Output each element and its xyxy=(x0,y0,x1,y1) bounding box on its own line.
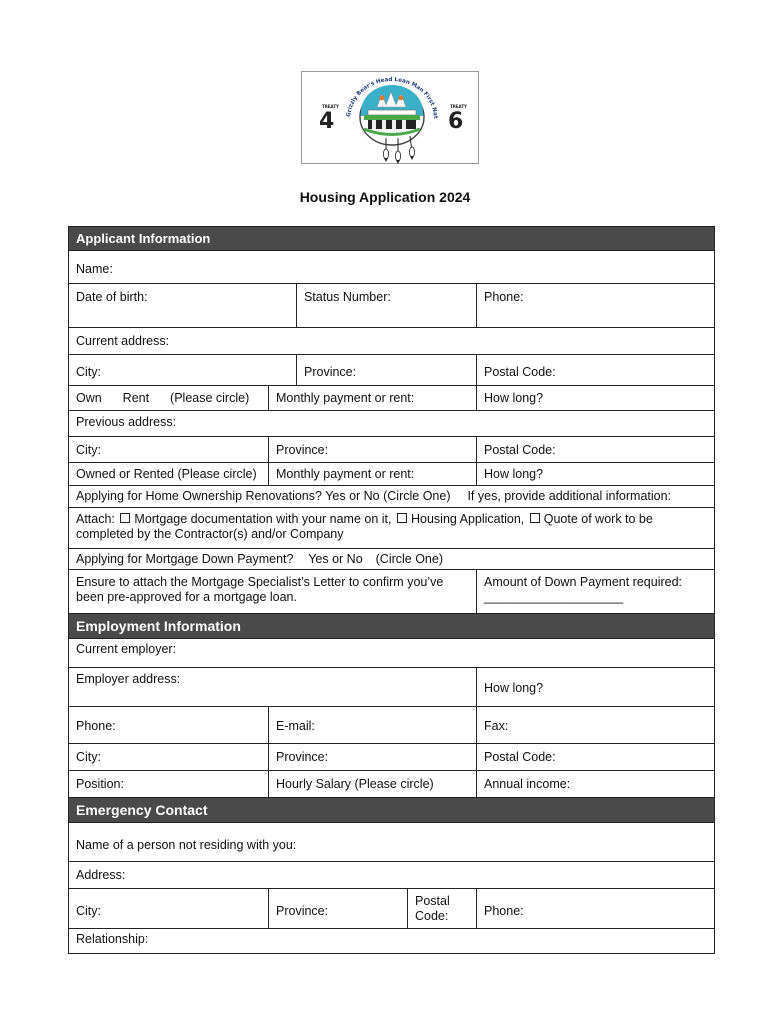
ensure-line-2: been pre-approved for a mortgage loan. xyxy=(76,590,297,604)
own-rent-row xyxy=(68,385,715,411)
employer-city-row xyxy=(68,743,715,771)
city-field[interactable]: City: xyxy=(76,365,101,379)
attach-label: Attach: xyxy=(76,512,115,526)
relationship-row xyxy=(68,928,715,954)
rent-option[interactable]: Rent xyxy=(122,391,150,405)
emergency-address-field[interactable]: Address: xyxy=(76,868,126,882)
owned-rented-row xyxy=(68,462,715,486)
renovations-question[interactable] xyxy=(69,486,716,507)
logo xyxy=(301,71,479,164)
mortgage-letter-note xyxy=(69,570,476,613)
position-field[interactable]: Position: xyxy=(76,777,124,791)
down-payment-row xyxy=(68,548,715,570)
ensure-line-1: Ensure to attach the Mortgage Specialist’s Letter to confirm you’ve xyxy=(76,575,444,589)
treaty-left-label: TREATY xyxy=(322,104,339,109)
applicant-section-header xyxy=(68,226,715,251)
dob-field[interactable]: Date of birth: xyxy=(76,290,148,304)
down-payment-circle-label: (Circle One) xyxy=(375,552,443,566)
employer-email-field[interactable]: E-mail: xyxy=(268,707,476,743)
housing-app-label: Housing Application, xyxy=(410,512,525,526)
emergency-city-field[interactable]: City: xyxy=(76,904,101,918)
quote-label-cont: completed by the Contractor(s) and/or Company xyxy=(76,527,344,541)
dob-row xyxy=(68,283,715,328)
down-payment-question[interactable] xyxy=(69,549,716,569)
emergency-address-row xyxy=(68,861,715,889)
prev-city-field[interactable]: City: xyxy=(76,443,101,457)
current-address-row xyxy=(68,327,715,355)
mortgage-letter-row xyxy=(68,569,715,614)
treaty-left-number: 4 xyxy=(319,109,335,134)
emergency-header-label: Emergency Contact xyxy=(76,802,208,818)
employer-province-field[interactable]: Province: xyxy=(268,744,476,770)
logo-arc-text: Grizzly Bear's Head Lean Man First Nat xyxy=(346,76,439,119)
employer-address-row xyxy=(68,667,715,707)
employer-phone-field[interactable]: Phone: xyxy=(76,719,116,733)
employer-postal-code-field[interactable]: Postal Code: xyxy=(476,744,716,770)
treaty-right-number: 6 xyxy=(448,109,464,134)
phone-field[interactable]: Phone: xyxy=(476,284,716,327)
renovations-info-label: If yes, provide additional information: xyxy=(467,489,672,503)
renovations-label: Applying for Home Ownership Renovations? Yes or No (Circle One) xyxy=(76,489,451,503)
employer-phone-row xyxy=(68,706,715,744)
down-payment-amount-label: Amount of Down Payment required: xyxy=(484,575,683,589)
applicant-header-label: Applicant Information xyxy=(76,231,211,246)
prev-postal-code-field[interactable]: Postal Code: xyxy=(476,437,716,462)
emergency-city-row xyxy=(68,888,715,929)
owned-rented-circle[interactable]: Owned or Rented (Please circle) xyxy=(76,467,257,481)
quote-label: Quote of work to be xyxy=(543,512,653,526)
renovations-row xyxy=(68,485,715,508)
down-payment-amount-blank[interactable]: ____________________ xyxy=(484,590,624,604)
emergency-name-row xyxy=(68,822,715,862)
employer-address-field[interactable]: Employer address: xyxy=(76,672,181,686)
employer-fax-field[interactable]: Fax: xyxy=(476,707,716,743)
first-nations-emblem xyxy=(302,72,480,165)
annual-income-field[interactable]: Annual income: xyxy=(476,771,716,797)
employment-section-header xyxy=(68,613,715,639)
monthly-payment-field[interactable]: Monthly payment or rent: xyxy=(268,386,476,410)
employment-header-label: Employment Information xyxy=(76,618,241,634)
prev-how-long-field[interactable]: How long? xyxy=(476,463,716,485)
current-address-field[interactable]: Current address: xyxy=(76,334,170,348)
down-payment-label: Applying for Mortgage Down Payment? xyxy=(76,552,294,566)
postal-code-field[interactable]: Postal Code: xyxy=(476,355,716,385)
emergency-section-header xyxy=(68,797,715,823)
relationship-field[interactable]: Relationship: xyxy=(76,932,149,946)
current-employer-row xyxy=(68,638,715,668)
how-long-field[interactable]: How long? xyxy=(476,386,716,410)
prev-city-row xyxy=(68,436,715,463)
emergency-name-field[interactable]: Name of a person not residing with you: xyxy=(76,838,297,852)
treaty-right-label: TREATY xyxy=(450,104,467,109)
own-rent-circle[interactable] xyxy=(69,386,268,410)
attach-field xyxy=(69,508,716,548)
mortgage-doc-checkbox[interactable] xyxy=(120,513,130,523)
emergency-phone-field[interactable]: Phone: xyxy=(476,889,716,928)
down-payment-amount-field[interactable] xyxy=(476,570,716,613)
current-employer-field[interactable]: Current employer: xyxy=(76,642,177,656)
emergency-postal-code-field[interactable] xyxy=(407,889,476,928)
housing-app-checkbox[interactable] xyxy=(397,513,407,523)
down-payment-yes-no[interactable]: Yes or No xyxy=(308,552,363,566)
emergency-postal-label-1: Postal xyxy=(415,894,450,908)
position-row xyxy=(68,770,715,798)
city-row xyxy=(68,354,715,386)
status-number-field[interactable]: Status Number: xyxy=(296,284,476,327)
prev-monthly-payment-field[interactable]: Monthly payment or rent: xyxy=(268,463,476,485)
quote-checkbox[interactable] xyxy=(530,513,540,523)
attach-row xyxy=(68,507,715,549)
province-field[interactable]: Province: xyxy=(296,355,476,385)
page-title: Housing Application 2024 xyxy=(299,189,471,205)
emergency-postal-label-2: Code: xyxy=(415,909,449,923)
own-option[interactable]: Own xyxy=(76,391,102,405)
employment-how-long-field[interactable]: How long? xyxy=(476,668,716,706)
employer-city-field[interactable]: City: xyxy=(76,750,101,764)
name-row xyxy=(68,250,715,284)
hourly-salary-circle[interactable]: Hourly Salary (Please circle) xyxy=(268,771,476,797)
previous-address-field[interactable]: Previous address: xyxy=(76,415,177,429)
emergency-province-field[interactable]: Province: xyxy=(268,889,407,928)
mortgage-doc-label: Mortgage documentation with your name on it, xyxy=(134,512,392,526)
previous-address-row xyxy=(68,410,715,437)
prev-province-field[interactable]: Province: xyxy=(268,437,476,462)
please-circle-label: (Please circle) xyxy=(170,391,250,405)
name-field[interactable]: Name: xyxy=(76,262,113,276)
